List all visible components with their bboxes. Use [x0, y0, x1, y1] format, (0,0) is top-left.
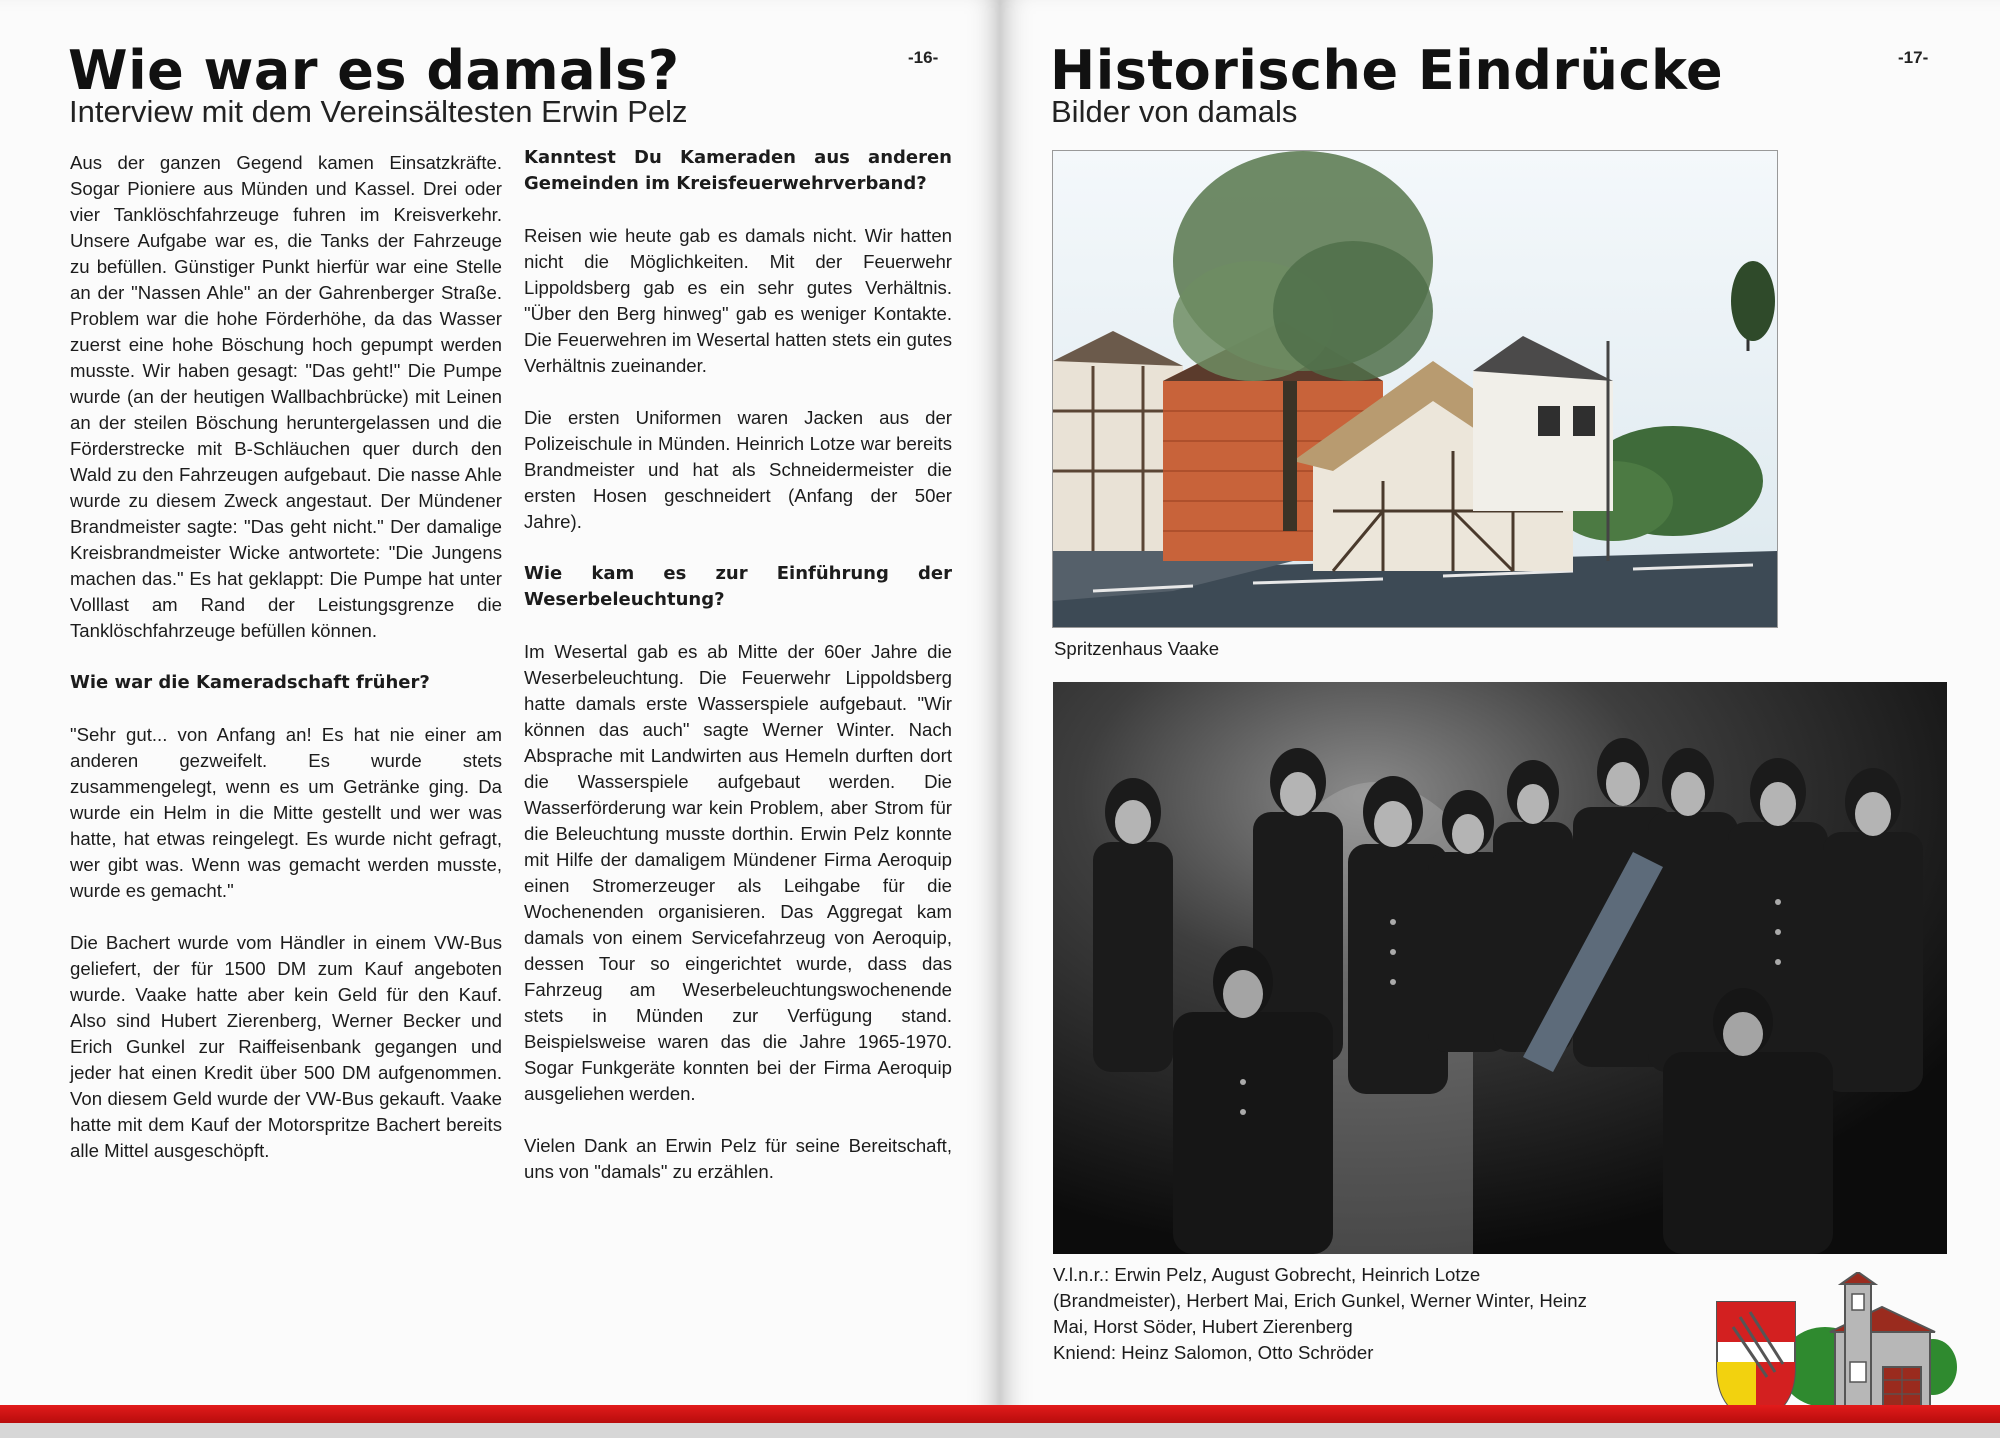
page-number: -17-: [1898, 48, 1929, 67]
interview-question: Wie kam es zur Einführung der Weserbeleuchtung?: [524, 563, 952, 610]
page-subtitle: Interview mit dem Vereinsältesten Erwin Pelz: [69, 94, 688, 129]
caption-line: V.l.n.r.: Erwin Pelz, August Gobrecht, Heinrich Lotze: [1053, 1264, 1481, 1285]
footer-red-bar: [0, 1405, 2000, 1423]
page-title: Wie war es damals?: [68, 39, 680, 102]
paragraph: Reisen wie heute gab es damals nicht. Wir hatten nicht die Möglichkeiten. Mit der Feuerwehr Lippoldsberg gab es ein sehr gutes Verhältnis. "Über den Berg hinweg" gab es weniger Kontakte. Die Feuerwehren im Wesertal hatten stets ein gutes Verhältnis zueinander.: [524, 225, 952, 376]
paragraph: "Sehr gut... von Anfang an! Es hat nie einer am anderen gezweifelt. Es wurde stets zusammengelegt, wenn es um Getränke ging. Da wurde ein Helm in die Mitte gestellt und wer was hatte, hat etwas reingelegt. Es wurde nicht gefragt, wer gibt was. Wenn was gemacht werden musste, wurde es gemacht.": [70, 724, 502, 901]
right-page: [1000, 0, 2000, 1420]
caption-line: Kniend: Heinz Salomon, Otto Schröder: [1053, 1342, 1374, 1363]
caption-line: Mai, Horst Söder, Hubert Zierenberg: [1053, 1316, 1353, 1337]
footer-shadow: [0, 1423, 2000, 1438]
paragraph: Im Wesertal gab es ab Mitte der 60er Jahre die Weserbeleuchtung. Die Feuerwehr Lippoldsberg hatte damals erste Wasserspiele aufgebaut. "Wir können das auch" sagte Werner Winter. Nach Absprache mit Landwirten aus Hemeln durften dort die Wasserspiele aufgebaut werden. Die Wasserförderung war kein Problem, aber Strom für die Beleuchtung musste dorthin. Erwin Pelz konnte mit Hilfe der damaligem Mündener Firma Aeroquip einen Stromerzeuger als Leihgabe für die Wochenenden organisieren. Das Aggregat kam damals von einem Servicefahrzeug von Aeroquip, dessen Tour so eingerichtet wurde, dass das Fahrzeug am Weserbeleuchtungswochenende stets in Münden zur Verfügung stand. Beispielsweise waren das die Jahre 1965-1970. Sogar Funkgeräte konnten bei der Firma Aeroquip ausgeliehen werden.: [524, 641, 952, 1104]
group-photo-caption: [1053, 1262, 1693, 1366]
fire-department-logo: [1705, 1272, 1960, 1424]
photo-group-firefighters: [1053, 682, 1947, 1254]
text-column-1: [70, 150, 502, 1190]
photo-spritzenhaus: [1052, 150, 1778, 628]
paragraph: Vielen Dank an Erwin Pelz für seine Bereitschaft, uns von "damals" zu erzählen.: [524, 1135, 952, 1182]
interview-question: Wie war die Kameradschaft früher?: [70, 672, 430, 693]
paragraph: Die Bachert wurde vom Händler in einem VW-Bus geliefert, der für 1500 DM zum Kauf angeboten wurde. Vaake hatte aber kein Geld für den Kauf. Also sind Hubert Zierenberg, Werner Becker und Erich Gunkel zur Raiffeisenbank gegangen und jeder hat einen Kredit über 500 DM aufgenommen. Von diesem Geld wurde der VW-Bus gekauft. Vaake hatte mit dem Kauf der Motorspritze Bachert bereits alle Mittel ausgeschöpft.: [70, 932, 502, 1161]
left-page: [0, 0, 1000, 1420]
photo-caption: Spritzenhaus Vaake: [1054, 638, 1220, 659]
caption-line: (Brandmeister), Herbert Mai, Erich Gunkel, Werner Winter, Heinz: [1053, 1290, 1587, 1311]
paragraph: Die ersten Uniformen waren Jacken aus der Polizeischule in Münden. Heinrich Lotze war bereits Brandmeister und hat als Schneidermeister die ersten Hosen geschneidert (Anfang der 50er Jahre).: [524, 407, 952, 532]
page-subtitle: Bilder von damals: [1051, 94, 1298, 129]
page-number: -16-: [908, 48, 939, 67]
page-title: Historische Eindrücke: [1050, 39, 1724, 102]
paragraph: Aus der ganzen Gegend kamen Einsatzkräfte. Sogar Pioniere aus Münden und Kassel. Drei oder vier Tanklöschfahrzeuge fuhren im Kreisverkehr. Unsere Aufgabe war es, die Tanks der Fahrzeuge zu befüllen. Günstiger Punkt hierfür war eine Stelle an der "Nassen Ahle" an der Gahrenberger Straße. Problem war die hohe Förderhöhe, da das Wasser zuerst eine hohe Böschung hoch gepumpt werden musste. Wir haben gesagt: "Das geht!" Die Pumpe wurde (an der heutigen Wallbachbrücke) mit Leinen an der steilen Böschung heruntergelassen und die Förderstrecke mit B-Schläuchen quer durch den Wald zu den Fahrzeugen aufgebaut. Die nasse Ahle wurde zu diesem Zweck angestaut. Der Mündener Brandmeister sagte: "Das geht nicht." Der damalige Kreisbrandmeister Wicke antwortete: "Die Jungens machen das." Es hat geklappt: Die Pumpe hat unter Volllast am Rand der Leistungsgrenze die Tanklöschfahrzeuge befüllen können.: [70, 152, 502, 641]
interview-question: Kanntest Du Kameraden aus anderen Gemeinden im Kreisfeuerwehrverband?: [524, 147, 952, 194]
text-column-2: [524, 145, 952, 1211]
